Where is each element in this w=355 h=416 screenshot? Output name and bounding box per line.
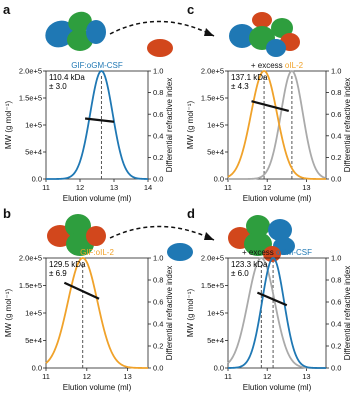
x-tick-label: 13 bbox=[123, 372, 132, 381]
y-right-axis-label: Differential refractive index bbox=[165, 265, 174, 361]
x-axis-label: Elution volume (ml) bbox=[62, 194, 132, 203]
panel-title-part: oIL-2 bbox=[284, 61, 304, 70]
x-tick-label: 13 bbox=[302, 183, 311, 192]
complex-cartoon-c bbox=[229, 12, 300, 57]
mw-annotation-line: ± 3.0 bbox=[49, 82, 67, 91]
panel-title-part: GIF: bbox=[71, 61, 87, 70]
complex-cartoon-a bbox=[41, 8, 106, 52]
y-left-tick-label: 2.0e+5 bbox=[200, 253, 224, 263]
panel-title-part: + excess bbox=[241, 248, 277, 257]
mw-annotation-line: ± 6.0 bbox=[231, 269, 249, 278]
x-tick-label: 11 bbox=[42, 372, 50, 381]
panel-title bbox=[251, 61, 304, 70]
mw-annotation bbox=[49, 260, 86, 278]
y-left-tick-label: 0.0 bbox=[31, 174, 42, 184]
mw-annotation bbox=[231, 73, 268, 91]
y-left-tick-label: 1.5e+5 bbox=[18, 93, 42, 103]
y-right-tick-label: 0.4 bbox=[331, 319, 342, 329]
y-right-tick-label: 0.0 bbox=[331, 363, 342, 373]
y-right-tick-label: 0.8 bbox=[153, 88, 164, 98]
arrow-bottom bbox=[110, 226, 214, 240]
y-right-tick-label: 0.6 bbox=[331, 109, 342, 119]
x-tick-label: 13 bbox=[302, 372, 311, 381]
y-left-tick-label: 0.0 bbox=[213, 174, 224, 184]
y-left-tick-label: 1e+5 bbox=[207, 308, 224, 318]
arrow-head-top bbox=[204, 28, 214, 36]
y-right-tick-label: 0.6 bbox=[331, 297, 342, 307]
x-tick-label: 12 bbox=[82, 372, 91, 381]
y-left-tick-label: 5e+4 bbox=[207, 147, 224, 157]
panel-title-part: oGM-CSF bbox=[276, 248, 313, 257]
x-axis-label: Elution volume (ml) bbox=[242, 194, 312, 203]
y-right-axis-label: Differential refractive index bbox=[343, 77, 352, 173]
chart-panel-a bbox=[4, 61, 174, 203]
y-right-tick-label: 0.6 bbox=[153, 109, 164, 119]
mw-annotation-line: 137.1 kDa bbox=[231, 73, 268, 82]
panel-title-part: GIF: bbox=[80, 248, 96, 257]
arrow-head-bottom bbox=[204, 232, 214, 240]
x-tick-label: 11 bbox=[224, 372, 232, 381]
mw-annotation bbox=[49, 73, 85, 91]
panel-title bbox=[80, 248, 114, 257]
x-tick-label: 12 bbox=[75, 183, 85, 192]
y-right-tick-label: 1.0 bbox=[331, 253, 342, 263]
panel-title-part: oIL-2 bbox=[95, 248, 114, 257]
chart-panel-c bbox=[186, 61, 352, 203]
y-right-tick-label: 0.6 bbox=[153, 297, 164, 307]
ligand-cartoon-gmcsf bbox=[167, 243, 193, 261]
y-left-tick-label: 5e+4 bbox=[25, 147, 42, 157]
mw-annotation-line: ± 4.3 bbox=[231, 82, 249, 91]
y-right-tick-label: 0.0 bbox=[153, 174, 164, 184]
y-right-tick-label: 0.4 bbox=[331, 131, 342, 141]
y-left-tick-label: 1e+5 bbox=[25, 120, 42, 130]
panel-label-c: c bbox=[187, 2, 195, 17]
x-tick-label: 14 bbox=[143, 183, 153, 192]
x-tick-label: 11 bbox=[224, 183, 232, 192]
x-axis-label: Elution volume (ml) bbox=[242, 383, 312, 392]
mw-annotation-line: 123.3 kDa bbox=[231, 260, 268, 269]
y-right-tick-label: 1.0 bbox=[153, 253, 164, 263]
y-left-tick-label: 1.5e+5 bbox=[18, 281, 42, 291]
chart-panel-b bbox=[4, 248, 174, 392]
mw-annotation bbox=[231, 260, 268, 278]
panel-title bbox=[242, 248, 312, 257]
y-right-tick-label: 0.2 bbox=[331, 153, 342, 162]
y-left-tick-label: 1e+5 bbox=[25, 308, 42, 318]
y-left-tick-label: 2.0e+5 bbox=[200, 66, 224, 76]
x-tick-label: 11 bbox=[42, 183, 50, 192]
y-right-tick-label: 0.2 bbox=[331, 341, 342, 351]
y-left-tick-label: 1.5e+5 bbox=[200, 281, 224, 291]
panel-label-b: b bbox=[3, 206, 11, 221]
panel-label-a: a bbox=[3, 2, 11, 17]
y-left-tick-label: 2.0e+5 bbox=[18, 66, 42, 76]
y-right-tick-label: 1.0 bbox=[153, 66, 164, 76]
y-right-tick-label: 0.8 bbox=[331, 88, 342, 98]
y-left-axis-label: MW (g mol⁻¹) bbox=[186, 100, 195, 150]
y-left-axis-label: MW (g mol⁻¹) bbox=[4, 100, 13, 150]
y-right-tick-label: 0.8 bbox=[153, 275, 164, 285]
x-tick-label: 13 bbox=[109, 183, 119, 192]
y-right-tick-label: 0.2 bbox=[153, 153, 164, 162]
y-left-axis-label: MW (g mol⁻¹) bbox=[4, 288, 13, 338]
chart-panel-d bbox=[186, 248, 352, 392]
y-left-tick-label: 1e+5 bbox=[207, 120, 224, 130]
y-left-tick-label: 1.5e+5 bbox=[200, 93, 224, 103]
panel-label-d: d bbox=[187, 206, 195, 221]
y-left-tick-label: 0.0 bbox=[31, 363, 42, 373]
y-right-axis-label: Differential refractive index bbox=[165, 77, 174, 173]
y-left-tick-label: 5e+4 bbox=[207, 336, 224, 346]
panel-title-part: oGM-CSF bbox=[86, 61, 123, 70]
y-left-tick-label: 0.0 bbox=[213, 363, 224, 373]
x-axis-label: Elution volume (ml) bbox=[62, 383, 132, 392]
y-right-tick-label: 1.0 bbox=[331, 66, 342, 76]
y-right-tick-label: 0.4 bbox=[153, 319, 164, 329]
mw-annotation-line: 110.4 kDa bbox=[49, 73, 85, 82]
y-left-axis-label: MW (g mol⁻¹) bbox=[186, 288, 195, 338]
x-tick-label: 12 bbox=[263, 183, 272, 192]
ligand-cartoon-il2 bbox=[147, 39, 173, 57]
arrow-top bbox=[110, 21, 214, 36]
y-right-tick-label: 0.4 bbox=[153, 131, 164, 141]
y-right-tick-label: 0.0 bbox=[331, 174, 342, 184]
y-right-tick-label: 0.2 bbox=[153, 341, 164, 351]
y-right-axis-label: Differential refractive index bbox=[343, 265, 352, 361]
y-left-tick-label: 2.0e+5 bbox=[18, 253, 42, 263]
y-right-tick-label: 0.0 bbox=[153, 363, 164, 373]
mw-annotation-line: 129.5 kDa bbox=[49, 260, 86, 269]
panel-title-part: + excess bbox=[250, 61, 285, 70]
panel-title bbox=[71, 61, 123, 70]
mw-annotation-line: ± 6.9 bbox=[49, 269, 67, 278]
x-tick-label: 12 bbox=[263, 372, 272, 381]
y-right-tick-label: 0.8 bbox=[331, 275, 342, 285]
y-left-tick-label: 5e+4 bbox=[25, 336, 42, 346]
